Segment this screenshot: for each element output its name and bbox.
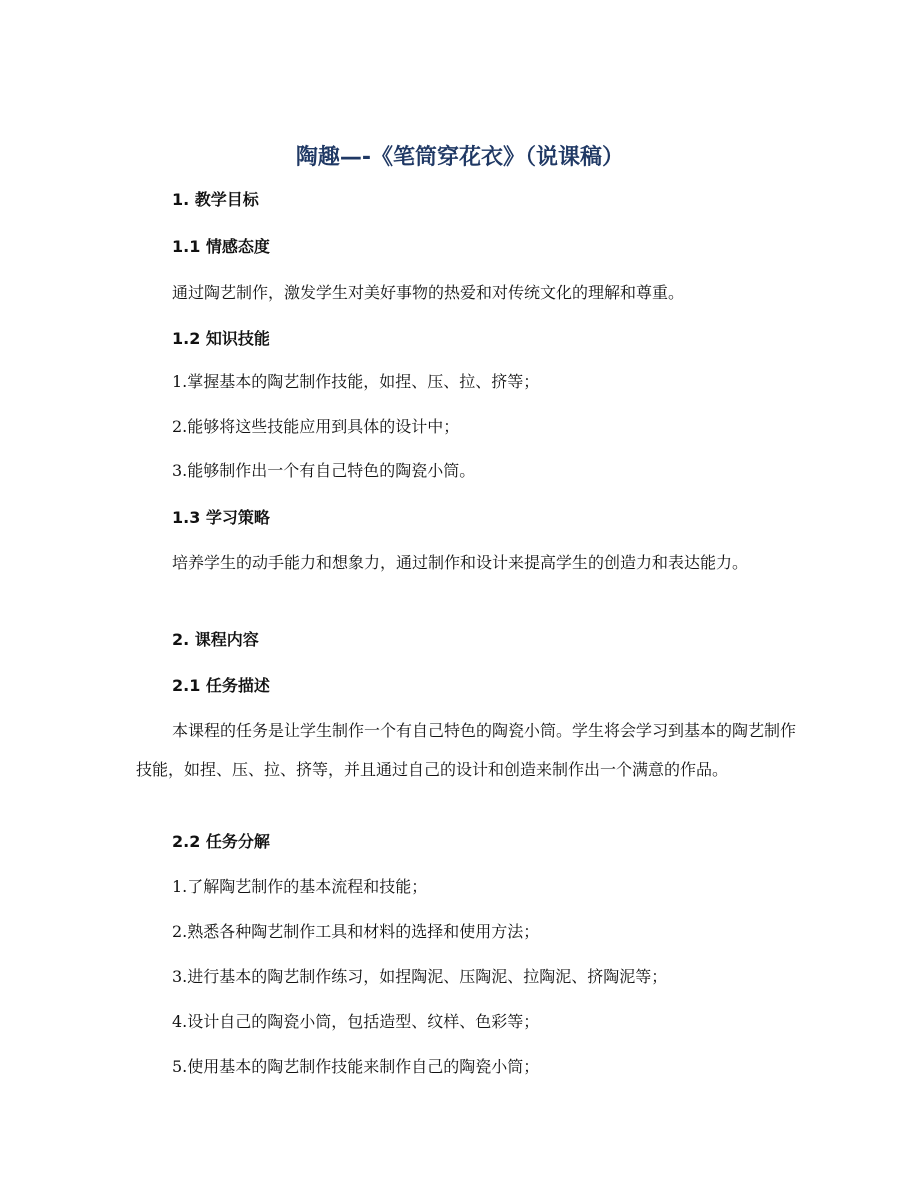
section-heading-2: 2. 课程内容 [172, 630, 259, 649]
subsection-heading-1-2: 1.2 知识技能 [172, 329, 270, 348]
subsection-heading-2-2: 2.2 任务分解 [172, 832, 270, 851]
subsection-heading-1-1: 1.1 情感态度 [172, 237, 270, 256]
paragraph-emotional-attitude: 通过陶艺制作，激发学生对美好事物的热爱和对传统文化的理解和尊重。 [172, 283, 685, 302]
paragraph-learning-strategy: 培养学生的动手能力和想象力，通过制作和设计来提高学生的创造力和表达能力。 [172, 553, 749, 572]
list-item: 2.熟悉各种陶艺制作工具和材料的选择和使用方法； [172, 922, 540, 941]
list-item: 4.设计自己的陶瓷小筒，包括造型、纹样、色彩等； [172, 1012, 540, 1031]
list-item: 5.使用基本的陶艺制作技能来制作自己的陶瓷小筒； [172, 1057, 540, 1076]
list-item: 1.了解陶艺制作的基本流程和技能； [172, 877, 428, 896]
document-title: 陶趣—-《笔筒穿花衣》（说课稿） [295, 145, 625, 170]
paragraph-task-description: 本课程的任务是让学生制作一个有自己特色的陶瓷小筒。学生将会学习到基本的陶艺制作技能，如捏、压、拉、挤等，并且通过自己的设计和创造来制作出一个满意的作品。 [136, 721, 797, 779]
list-item: 2.能够将这些技能应用到具体的设计中； [172, 417, 460, 436]
list-item: 3.能够制作出一个有自己特色的陶瓷小筒。 [172, 461, 476, 480]
subsection-heading-1-3: 1.3 学习策略 [172, 508, 270, 527]
list-item: 1.掌握基本的陶艺制作技能，如捏、压、拉、挤等； [172, 372, 540, 391]
subsection-heading-2-1: 2.1 任务描述 [172, 676, 270, 695]
section-heading-1: 1. 教学目标 [172, 190, 259, 209]
list-item: 3.进行基本的陶艺制作练习，如捏陶泥、压陶泥、拉陶泥、挤陶泥等； [172, 967, 668, 986]
